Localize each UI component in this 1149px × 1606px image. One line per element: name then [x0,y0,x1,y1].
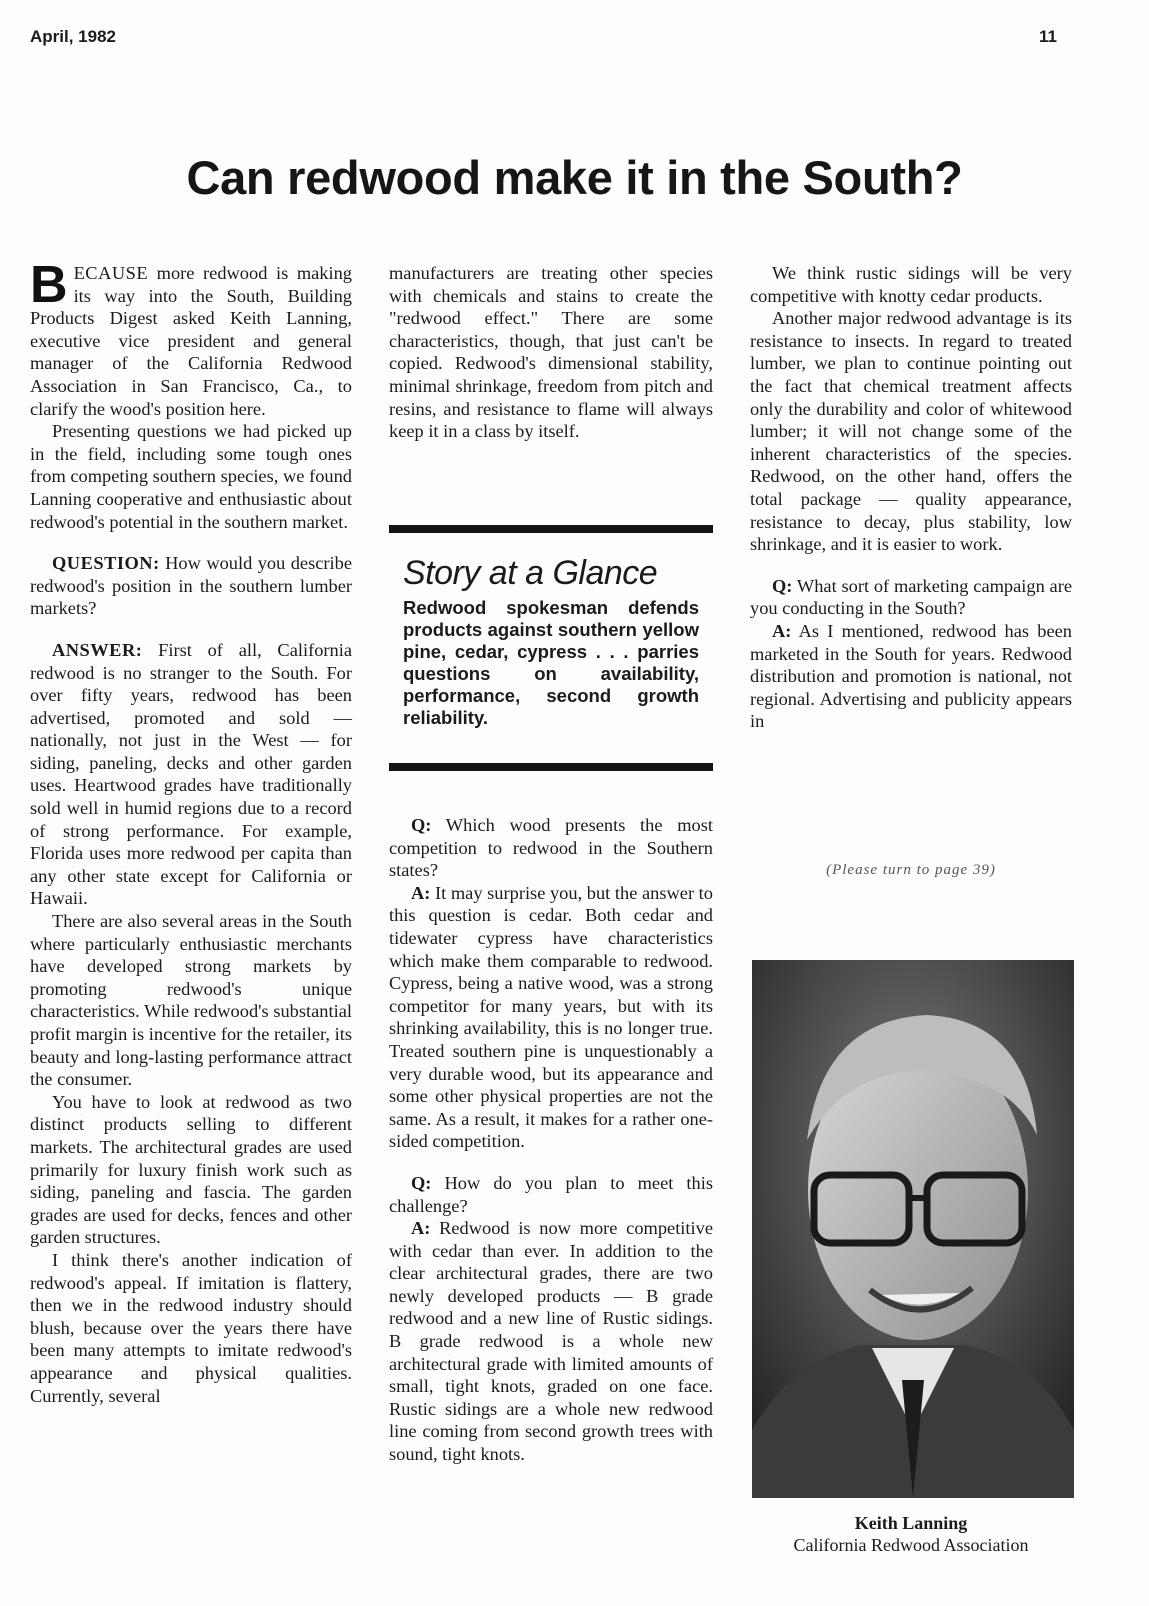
q-text: How do you plan to meet this challenge? [389,1172,713,1216]
glance-title: Story at a Glance [403,554,658,592]
photo-caption [750,1512,1072,1556]
paragraph: manufacturers are treating other species with chemicals and stains to create the "redwood effect." There are some characteristics, though, that just can't be copied. Redwood's dimensional stability, minimal shrinkage, freedom from pitch and resins, and resistance to flame will always keep it in a class by itself. [389,263,713,442]
caption-name: Keith Lanning [854,1513,968,1533]
question-paragraph [30,552,352,620]
paragraph: Another major redwood advantage is its resistance to insects. In regard to treated lumber, we plan to continue pointing out the fact that chemical treatment affects only the durability and color of whitewood lumber; it will not change some of the inherent characteristics of the species. Redwood, on the other hand, offers the total package — quality appearance, resistance to decay, plus stability, low shrinkage, and it is easier to work. [750,308,1072,555]
question-paragraph [750,575,1072,620]
a-text: It may surprise you, but the answer to this question is cedar. Both cedar and tidewater cypress have characteristics which make them comparable to redwood. Cypress, being a native wood, was a strong competitor for many years, but with its shrinking availability, this is no longer true. Treated southern pine is unquestionably a very durable wood, but its appearance and some other physical properties are not the same. As a result, it makes for a rather one-sided competition. [389,882,713,1152]
glance-summary: Redwood spokesman defends products against southern yellow pine, cedar, cypress . . . parries questions on availability, performance, second growth reliability. [403,597,699,728]
a-text: As I mentioned, redwood has been marketed in the South for years. Redwood distribution and promotion is national, not regional. Advertising and publicity appears in [750,620,1072,732]
answer-paragraph [750,620,1072,733]
story-at-a-glance-box [389,525,713,771]
column-2-lower [389,814,713,1466]
a-label: A: [411,1218,431,1239]
q-label: Q: [772,575,793,596]
portrait-illustration [752,960,1074,1498]
continued-note: (Please turn to page 39) [826,862,996,878]
answer-paragraph [30,639,352,910]
a-label: A: [411,882,431,903]
portrait-photo [752,960,1074,1498]
intro-text: more redwood is making its way into the South, Building Products Digest asked Keith Lanning, executive vice president and general manager of the California Redwood Association in San Francisco, Ca., to clarify the wood's position here. [30,263,352,419]
paragraph: There are also several areas in the South where particularly enthusiastic merchants have developed strong markets by promoting redwood's unique characteristics. While redwood's substantial profit margin is incentive for the retailer, its beauty and long-lasting performance attract the consumer. [30,911,352,1090]
caption-affiliation: California Redwood Association [793,1535,1029,1555]
paragraph: I think there's another indication of redwood's appeal. If imitation is flattery, then we in the redwood industry should blush, because over the years there have been many attempts to imitate redwood's appearance and physical qualities. Currently, several [30,1249,352,1406]
column-1 [30,256,352,1407]
drop-cap: B [30,256,68,314]
paragraph: We think rustic sidings will be very competitive with knotty cedar products. [750,263,1072,306]
paragraph: You have to look at redwood as two distinct products selling to different markets. The architectural grades are used primarily for luxury finish work such as siding, paneling and fascia. The garden grades are used for decks, fences and other garden structures. [30,1091,352,1248]
a-label: A: [772,620,792,641]
article-title: Can redwood make it in the South? [186,151,963,204]
question-paragraph [389,814,713,882]
top-rule [389,525,713,533]
q-text: Which wood presents the most competition to redwood in the Southern states? [389,815,713,881]
column-2 [389,262,713,443]
column-3 [750,262,1072,733]
intro-paragraph [30,256,352,420]
question-label: QUESTION: [52,553,160,574]
answer-label: ANSWER: [52,639,143,660]
q-label: Q: [411,1172,432,1193]
answer-paragraph [389,882,713,1153]
a-text: Redwood is now more competitive with cedar than ever. In addition to the clear architectural grades, there are two newly developed products — B grade redwood and a new line of Rustic sidings. B grade redwood is a whole new architectural grade with limited amounts of small, tight knots, graded on one face. Rustic sidings are a whole new redwood line coming from second growth trees with sound, tight knots. [389,1218,713,1465]
answer-paragraph [389,1217,713,1466]
q-label: Q: [411,815,432,835]
question-text: How would you describe redwood's position in the southern lumber markets? [30,553,352,619]
issue-date: April, 1982 [30,27,116,46]
q-text: What sort of marketing campaign are you conducting in the South? [750,575,1072,619]
answer-text: First of all, California redwood is no stranger to the South. For over fifty years, redwood has been advertised, promoted and sold — nationally, not just in the West — for siding, paneling, decks and other garden uses. Heartwood grades have traditionally sold well in humid regions due to a record of strong performance. For example, Florida uses more redwood per capita than any other state except for California or Hawaii. [30,639,352,909]
bottom-rule [389,763,713,771]
intro-lead: ECAUSE [73,263,149,283]
page-number: 11 [1039,27,1057,46]
question-paragraph [389,1172,713,1217]
paragraph: Presenting questions we had picked up in the field, including some tough ones from competing southern species, we found Lanning cooperative and enthusiastic about redwood's potential in the southern market. [30,421,352,532]
